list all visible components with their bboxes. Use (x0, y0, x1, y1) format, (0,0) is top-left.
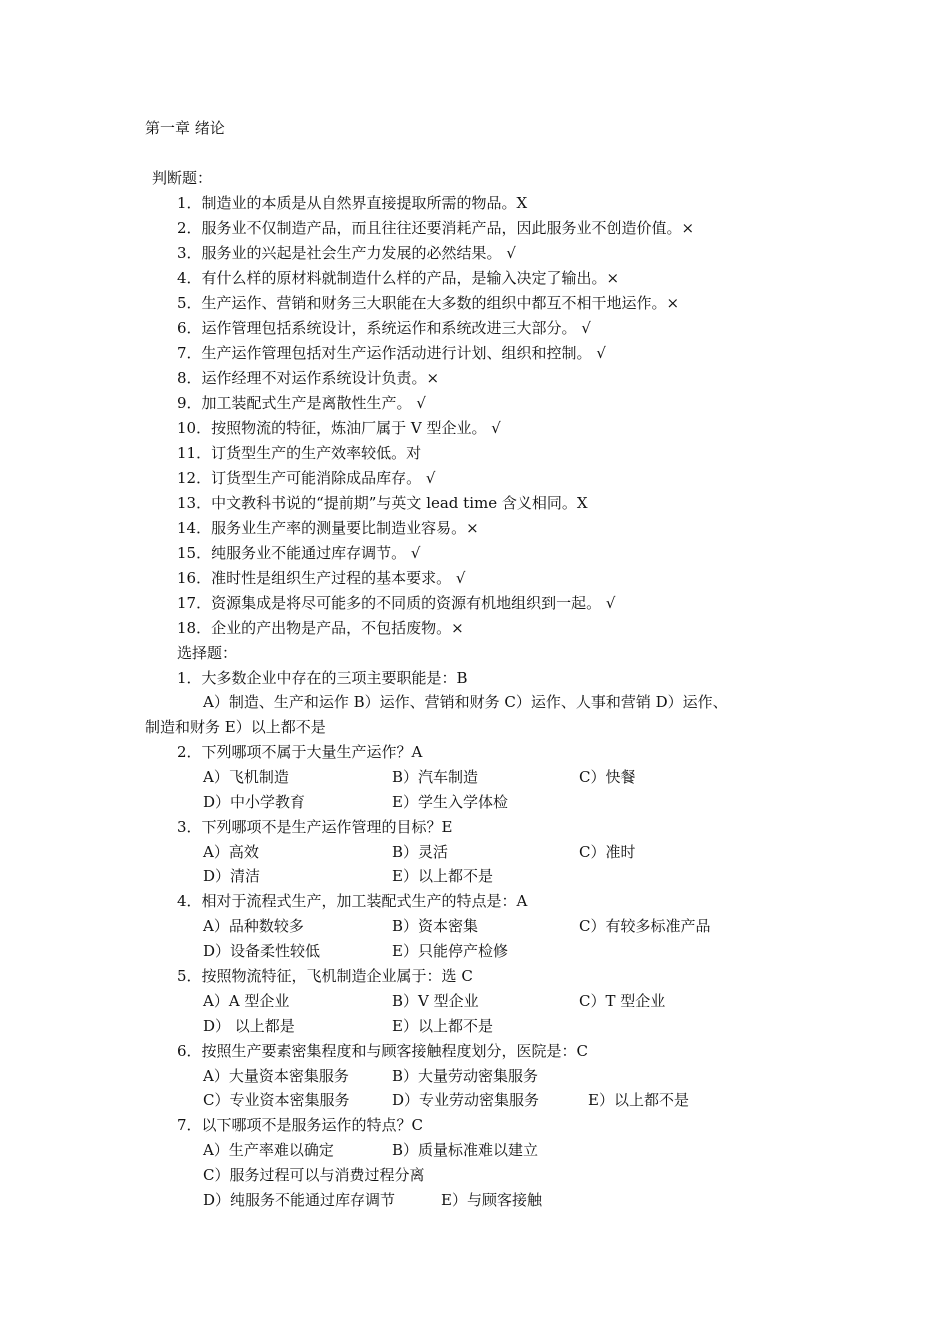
mc-option: D）设备柔性较低 (203, 942, 321, 960)
mc-question: 5．按照物流特征，飞机制造企业属于：选 C (177, 967, 473, 985)
mc-option: E）以上都不是 (392, 867, 493, 885)
mc-option: C）专业资本密集服务 (203, 1091, 350, 1109)
mc-options-line: 制造和财务 E）以上都不是 (145, 718, 326, 736)
mc-option: B）汽车制造 (392, 768, 479, 786)
mc-option: B）灵活 (392, 843, 449, 861)
tf-item: 16．准时性是组织生产过程的基本要求。 √ (177, 569, 466, 587)
tf-item: 11．订货型生产的生产效率较低。对 (177, 444, 422, 462)
tf-item: 8．运作经理不对运作系统设计负责。× (177, 369, 440, 387)
mc-option: C）准时 (579, 843, 636, 861)
mc-option: E）以上都不是 (392, 1017, 493, 1035)
mc-option: E）学生入学体检 (392, 793, 508, 811)
tf-item: 17．资源集成是将尽可能多的不同质的资源有机地组织到一起。 √ (177, 594, 616, 612)
tf-item: 5．生产运作、营销和财务三大职能在大多数的组织中都互不相干地运作。× (177, 294, 680, 312)
tf-item: 15．纯服务业不能通过库存调节。 √ (177, 544, 421, 562)
mc-option: D）纯服务不能通过库存调节 (203, 1191, 396, 1209)
tf-item: 2．服务业不仅制造产品，而且往往还要消耗产品，因此服务业不创造价值。× (177, 219, 695, 237)
mc-option: E）只能停产检修 (392, 942, 508, 960)
tf-item: 9．加工装配式生产是离散性生产。 √ (177, 394, 426, 412)
mc-question: 2．下列哪项不属于大量生产运作？A (177, 743, 423, 761)
mc-option: D）清洁 (203, 867, 261, 885)
mc-option: A）飞机制造 (203, 768, 289, 786)
mc-question: 1．大多数企业中存在的三项主要职能是：B (177, 669, 468, 687)
mc-option: D） 以上都是 (203, 1017, 295, 1035)
mc-option: A）A 型企业 (203, 992, 290, 1010)
mc-option: B）大量劳动密集服务 (392, 1067, 539, 1085)
tf-item: 7．生产运作管理包括对生产运作活动进行计划、组织和控制。 √ (177, 344, 606, 362)
mc-option: B）资本密集 (392, 917, 479, 935)
tf-item: 3．服务业的兴起是社会生产力发展的必然结果。 √ (177, 244, 516, 262)
mc-option: A）高效 (203, 843, 259, 861)
tf-item: 1．制造业的本质是从自然界直接提取所需的物品。X (177, 194, 528, 212)
mc-option: B）质量标准难以建立 (392, 1141, 539, 1159)
mc-options-line: A）制造、生产和运作 B）运作、营销和财务 C）运作、人事和营销 D）运作、 (203, 693, 728, 711)
mc-question: 7．以下哪项不是服务运作的特点？C (177, 1116, 424, 1134)
mc-option: D）专业劳动密集服务 (392, 1091, 540, 1109)
mc-option: C）快餐 (579, 768, 636, 786)
multiple-choice-heading: 选择题： (177, 644, 238, 662)
mc-option: C）T 型企业 (579, 992, 666, 1010)
true-false-heading: 判断题： (152, 169, 213, 187)
mc-option: B）V 型企业 (392, 992, 479, 1010)
tf-item: 13．中文教科书说的“提前期”与英文 lead time 含义相同。X (177, 494, 588, 512)
tf-item: 14．服务业生产率的测量要比制造业容易。× (177, 519, 479, 537)
mc-option: E）与顾客接触 (441, 1191, 542, 1209)
mc-option: A）生产率难以确定 (203, 1141, 334, 1159)
mc-option: C）服务过程可以与消费过程分离 (203, 1166, 425, 1184)
tf-item: 12．订货型生产可能消除成品库存。 √ (177, 469, 436, 487)
mc-option: A）大量资本密集服务 (203, 1067, 349, 1085)
mc-option: C）有较多标准产品 (579, 917, 711, 935)
tf-item: 18．企业的产出物是产品，不包括废物。× (177, 619, 464, 637)
mc-question: 4．相对于流程式生产，加工装配式生产的特点是：A (177, 892, 528, 910)
mc-question: 6．按照生产要素密集程度和与顾客接触程度划分，医院是：C (177, 1042, 589, 1060)
mc-question: 3．下列哪项不是生产运作管理的目标？E (177, 818, 453, 836)
tf-item: 4．有什么样的原材料就制造什么样的产品，是输入决定了输出。× (177, 269, 620, 287)
tf-item: 6．运作管理包括系统设计，系统运作和系统改进三大部分。 √ (177, 319, 591, 337)
mc-option: D）中小学教育 (203, 793, 306, 811)
tf-item: 10．按照物流的特征，炼油厂属于 V 型企业。 √ (177, 419, 501, 437)
mc-option: A）品种数较多 (203, 917, 304, 935)
chapter-title: 第一章 绪论 (145, 119, 225, 137)
mc-option: E）以上都不是 (588, 1091, 689, 1109)
